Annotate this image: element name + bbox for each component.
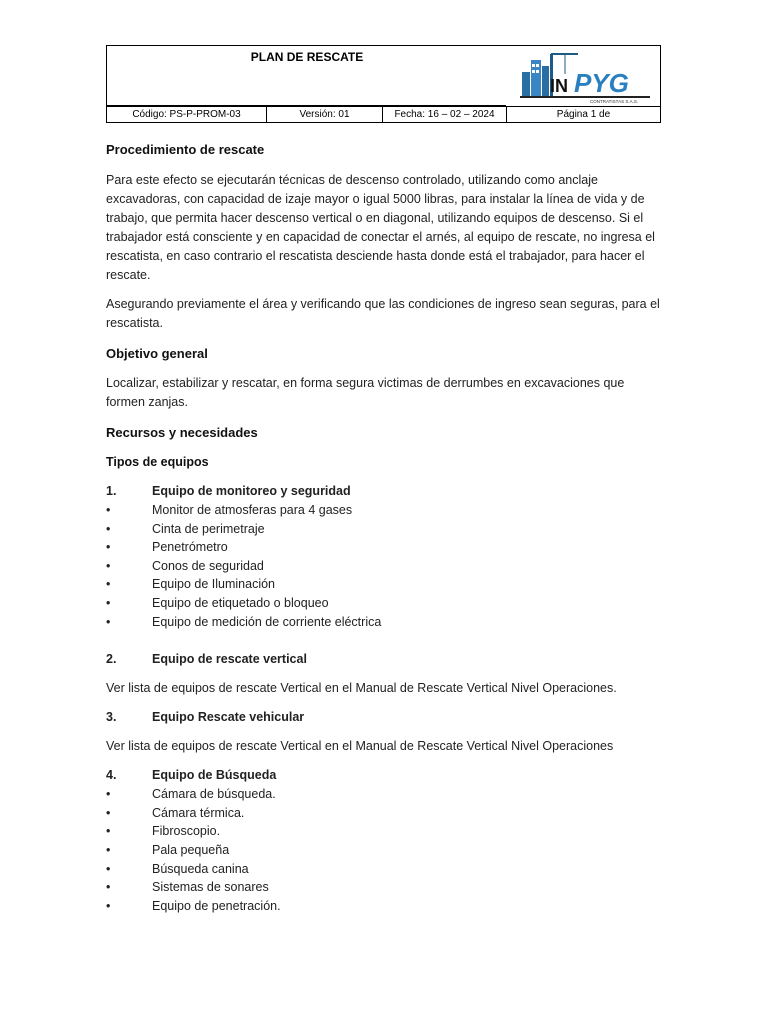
group-heading <box>106 708 666 727</box>
bullet: • <box>106 805 111 820</box>
document-code: Código: PS-P-PROM-03 <box>107 107 267 122</box>
group-heading <box>106 650 666 669</box>
group-heading <box>106 766 666 785</box>
title-box <box>106 45 506 106</box>
list-item <box>106 804 666 823</box>
list-item-text: Equipo de medición de corriente eléctrica <box>152 614 382 629</box>
document-date: Fecha: 16 – 02 – 2024 <box>383 107 507 122</box>
svg-text:IN: IN <box>550 76 568 96</box>
list-item-text: Conos de seguridad <box>152 558 264 573</box>
list-item-text: Cámara térmica. <box>152 805 245 820</box>
list-item-text: Cinta de perimetraje <box>152 521 265 536</box>
document-title: PLAN DE RESCATE <box>250 50 364 64</box>
group-number: 2. <box>106 652 117 667</box>
list-item-text: Sistemas de sonares <box>152 880 269 895</box>
logo-text: PYG <box>574 68 629 98</box>
objective-paragraph: Localizar, estabilizar y rescatar, en forma segura victimas de derrumbes en excavaciones que formen zanjas. <box>106 376 625 409</box>
bullet: • <box>106 503 111 517</box>
group-title: Equipo Rescate vehicular <box>152 710 305 725</box>
group-heading <box>106 482 666 501</box>
page-number: Página 1 de <box>556 109 611 120</box>
bullet: • <box>106 787 111 802</box>
list-item <box>106 538 666 557</box>
document-version: Versión: 01 <box>267 107 383 122</box>
bullet: • <box>106 558 111 573</box>
bullet: • <box>106 614 111 629</box>
bullet: • <box>106 898 111 913</box>
list-item <box>106 785 666 804</box>
bullet: • <box>106 521 111 536</box>
company-logo <box>520 50 654 104</box>
list-item-text: Equipo de etiquetado o bloqueo <box>152 595 329 610</box>
group-number: 4. <box>106 768 117 783</box>
list-item <box>106 594 666 613</box>
document-body <box>106 140 666 915</box>
procedure-paragraph-1: Para este efecto se ejecutarán técnicas de descenso controlado, utilizando como anclaje excavadoras, con capacidad de izaje mayor o igual 5000 libras, para instalar la línea de vida y de trabajo, que permita hacer descenso vertical o en diagonal, utilizando equipos de descenso. Si el trabajador está consciente y en capacidad de conectar el arnés, al equipo de rescate, no ingresa el rescatista, en caso contrario el rescatista desciende hasta donde está el trabajador, para hacer el rescate. <box>106 173 655 282</box>
company-logo-box <box>506 45 661 106</box>
bullet: • <box>106 880 111 895</box>
list-item-text: Monitor de atmosferas para 4 gases <box>152 503 353 517</box>
group-title: Equipo de monitoreo y seguridad <box>152 484 351 498</box>
list-item-text: Cámara de búsqueda. <box>152 787 276 802</box>
section-heading-procedure: Procedimiento de rescate <box>106 142 265 157</box>
section-heading-objective: Objetivo general <box>106 346 208 361</box>
bullet: • <box>106 577 111 592</box>
group-title: Equipo de rescate vertical <box>152 652 307 667</box>
search-equipment-list <box>106 785 666 915</box>
list-item <box>106 575 666 594</box>
list-item <box>106 557 666 576</box>
group-number: 3. <box>106 710 117 725</box>
header-info-row <box>106 106 661 123</box>
list-item-text: Equipo de penetración. <box>152 898 281 913</box>
procedure-paragraph-2: Asegurando previamente el área y verificando que las condiciones de ingreso sean seguras, para el rescatista. <box>106 297 660 330</box>
list-item <box>106 613 666 632</box>
group-title: Equipo de Búsqueda <box>152 768 277 783</box>
logo-subtext: CONTRATISTAS S.A.S. <box>590 99 639 104</box>
list-item <box>106 860 666 879</box>
bullet: • <box>106 595 111 610</box>
vertical-rescue-text: Ver lista de equipos de rescate Vertical en el Manual de Rescate Vertical Nivel Operaciones. <box>106 681 617 696</box>
list-item <box>106 822 666 841</box>
document-header <box>106 45 661 123</box>
list-item <box>106 501 666 520</box>
list-item-text: Pala pequeña <box>152 842 230 857</box>
vehicular-rescue-text: Ver lista de equipos de rescate Vertical en el Manual de Rescate Vertical Nivel Operaciones <box>106 739 614 754</box>
list-item <box>106 520 666 539</box>
list-item <box>106 878 666 897</box>
list-item-text: Equipo de Iluminación <box>152 577 275 592</box>
monitoring-equipment-list <box>106 501 666 631</box>
group-number: 1. <box>106 484 117 498</box>
bullet: • <box>106 842 111 857</box>
bullet: • <box>106 861 111 876</box>
list-item-text: Penetrómetro <box>152 540 228 555</box>
list-item-text: Búsqueda canina <box>152 861 249 876</box>
equipment-types-heading: Tipos de equipos <box>106 455 209 469</box>
bullet: • <box>106 540 111 555</box>
section-heading-resources: Recursos y necesidades <box>106 425 258 440</box>
list-item <box>106 897 666 916</box>
list-item-text: Fibroscopio. <box>152 824 221 839</box>
list-item <box>106 841 666 860</box>
bullet: • <box>106 824 111 839</box>
